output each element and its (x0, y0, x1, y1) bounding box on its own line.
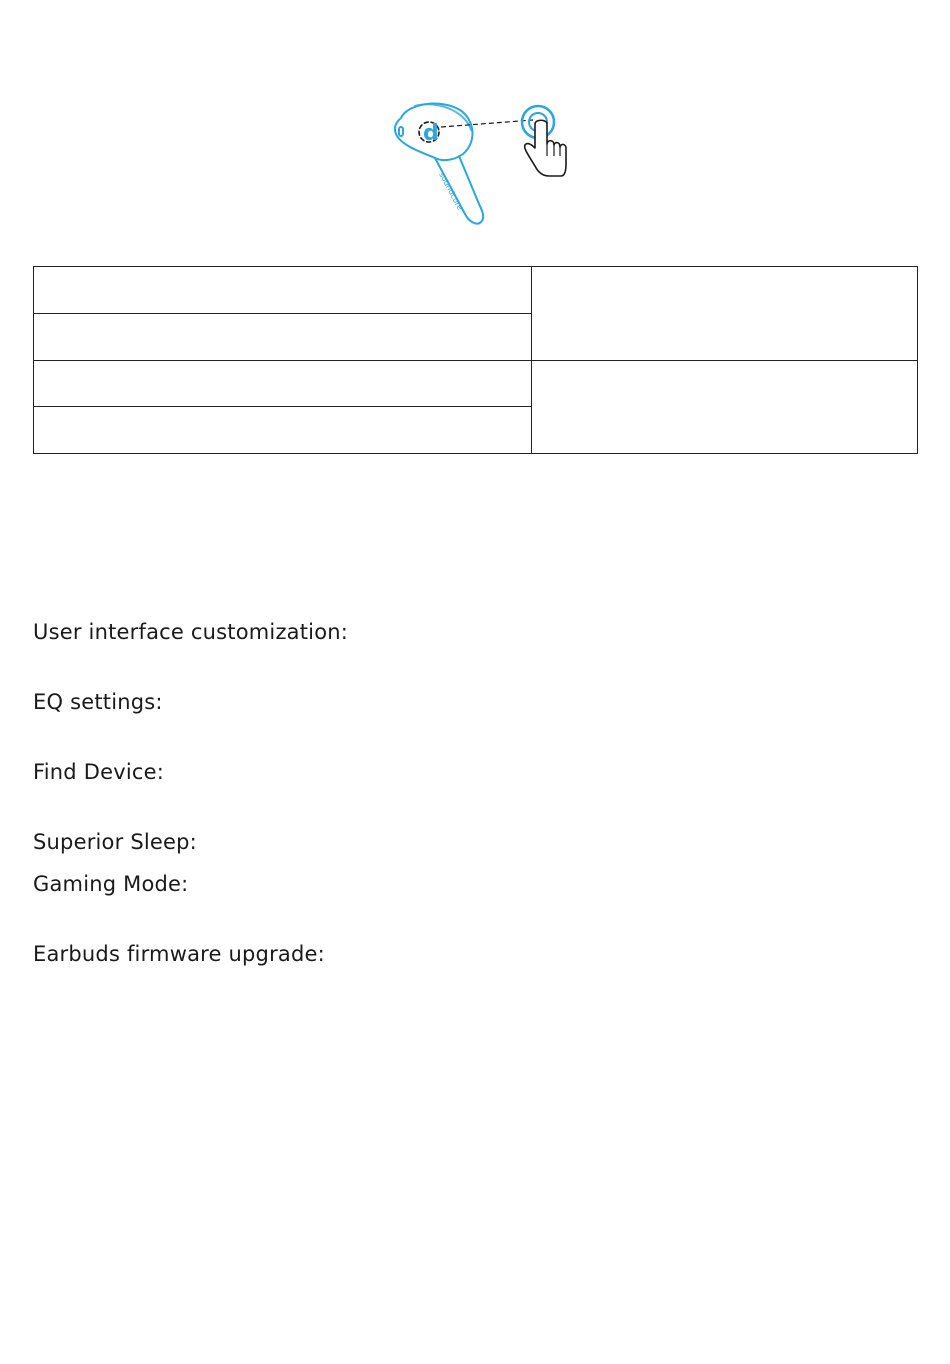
table-cell-action (34, 267, 532, 314)
feature-label-find-device: Find Device: (33, 760, 164, 784)
connector-dashed-line (441, 120, 533, 127)
feature-label-gaming-mode: Gaming Mode: (33, 872, 189, 896)
feature-label-eq-settings: EQ settings: (33, 690, 163, 714)
brand-text: soundcore (437, 170, 465, 212)
earbud-icon (395, 104, 483, 224)
table-cell-function (532, 267, 918, 361)
feature-label-firmware-upgrade: Earbuds firmware upgrade: (33, 942, 325, 966)
gesture-control-table (33, 266, 918, 454)
table-row (34, 360, 918, 407)
feature-label-ui-customization: User interface customization: (33, 620, 349, 644)
table-cell-function (532, 360, 918, 454)
tap-gesture-illustration (385, 96, 575, 236)
table-row (34, 267, 918, 314)
illustration-svg (385, 96, 575, 236)
table-cell-action (34, 360, 532, 407)
table-cell-action (34, 313, 532, 360)
tap-hand-icon (522, 106, 566, 176)
logo-glyph: d (423, 121, 439, 146)
table-cell-action (34, 407, 532, 454)
feature-label-superior-sleep: Superior Sleep: (33, 830, 197, 854)
